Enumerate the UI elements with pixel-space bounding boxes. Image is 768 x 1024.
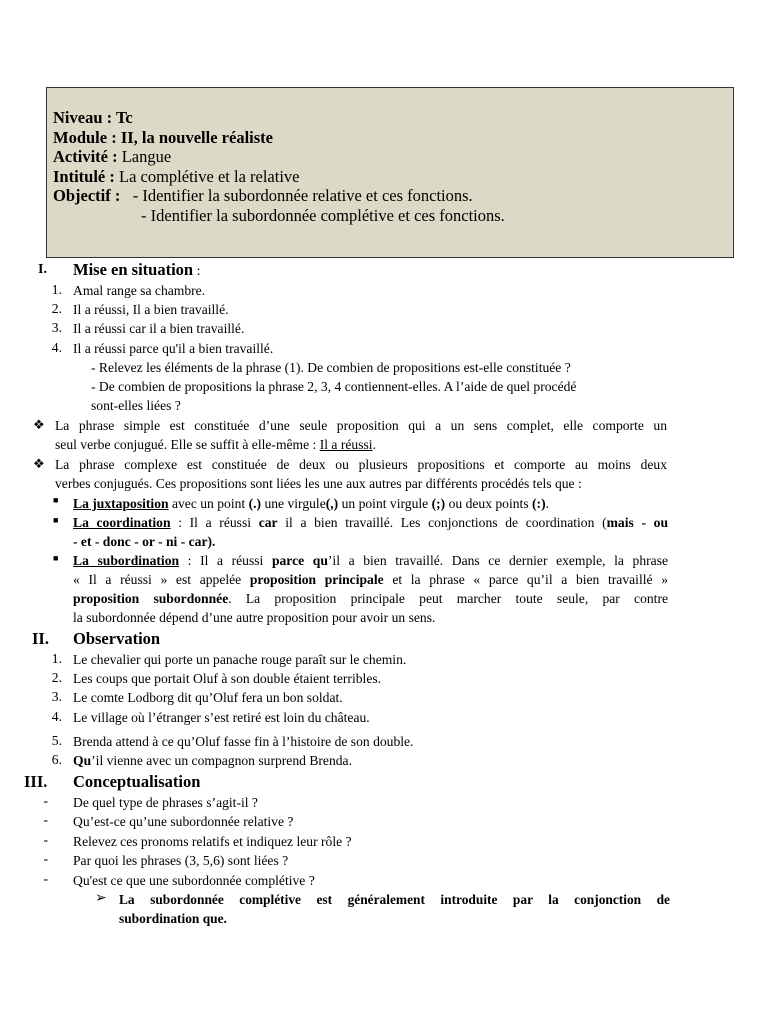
sub-parce: parce qu xyxy=(271,553,328,568)
list-item: Le chevalier qui porte un panache rouge paraît sur le chemin. xyxy=(73,652,407,667)
list-item xyxy=(73,751,352,770)
juxta-punct: (;) xyxy=(431,496,446,511)
objectif-label: Objectif : xyxy=(53,186,125,205)
list-number: 5. xyxy=(51,733,62,748)
section1-title: Mise en situation xyxy=(73,260,194,279)
coord-car: car xyxy=(258,515,278,530)
simple-example: Il a réussi xyxy=(319,437,373,452)
diamond-bullet-icon: ❖ xyxy=(33,417,45,432)
module-label: Module : II, la nouvelle réaliste xyxy=(53,127,273,147)
list-item: Le village où l’étranger s’est retiré est loin du château. xyxy=(73,710,370,725)
list-number: 1. xyxy=(51,282,62,297)
list-item: Le comte Lodborg dit qu’Oluf fera un bon soldat. xyxy=(73,690,343,705)
sub-subordonnee: proposition subordonnée xyxy=(73,591,229,606)
question-2: - De combien de propositions la phrase 2, 3, 4 contiennent-elles. A l’aide de quel procédé xyxy=(91,379,577,394)
s6-bold: Qu xyxy=(73,753,92,768)
subordination-line-2 xyxy=(73,570,668,589)
sub-principale: proposition principale xyxy=(249,572,384,587)
arrow-bullet-icon: ➢ xyxy=(95,891,107,906)
subordination-title: La subordination xyxy=(73,553,180,568)
list-item: Il a réussi car il a bien travaillé. xyxy=(73,321,245,336)
list-item: Les coups que portait Oluf à son double étaient terribles. xyxy=(73,671,382,686)
list-number: 1. xyxy=(51,651,62,666)
section3-number: III. xyxy=(24,772,48,791)
square-bullet-icon: ■ xyxy=(53,495,59,505)
square-bullet-icon: ■ xyxy=(53,515,59,525)
dash-bullet: - xyxy=(43,793,48,808)
sub-text: « Il a réussi » est appelée xyxy=(73,572,250,587)
question-item: Relevez ces pronoms relatifs et indiquez leur rôle ? xyxy=(73,834,352,849)
list-number: 6. xyxy=(51,752,62,767)
lesson-header xyxy=(46,87,734,258)
section3-title: Conceptualisation xyxy=(73,772,201,791)
list-number: 3. xyxy=(51,689,62,704)
list-number: 3. xyxy=(51,320,62,335)
activite-label: Activité : xyxy=(53,147,122,166)
intitule-value: La complétive et la relative xyxy=(119,166,300,186)
dash-bullet: - xyxy=(43,832,48,847)
question-item: Par quoi les phrases (3, 5,6) sont liées ? xyxy=(73,853,289,868)
question-item: De quel type de phrases s’agit-il ? xyxy=(73,795,258,810)
section2-title: Observation xyxy=(73,629,161,648)
juxtaposition-item xyxy=(73,494,549,513)
list-number: 2. xyxy=(51,301,62,316)
juxta-text: ou deux points xyxy=(445,496,533,511)
juxta-text: un point virgule xyxy=(338,496,432,511)
dash-bullet: - xyxy=(43,851,48,866)
coord-text: : Il a réussi xyxy=(170,515,259,530)
sub-text: . La proposition principale peut marcher toute seule, par contre xyxy=(228,591,669,606)
simple-sentence-line-2 xyxy=(55,435,376,454)
answer-line-1: La subordonnée complétive est généralement introduite par la conjonction de xyxy=(119,892,670,907)
square-bullet-icon: ■ xyxy=(53,553,59,563)
dash-bullet: - xyxy=(43,871,48,886)
sub-text: : Il a réussi xyxy=(179,553,272,568)
simple-period: . xyxy=(372,437,376,452)
activite-value: Langue xyxy=(121,147,172,166)
subordination-line-4: la subordonnée dépend d’une autre proposition pour avoir un sens. xyxy=(73,610,436,625)
subordination-line-1 xyxy=(73,551,668,570)
niveau-label: Niveau : Tc xyxy=(53,108,133,127)
juxta-punct: (:) xyxy=(532,496,546,511)
coord-text: il a bien travaillé. Les conjonctions de coordination ( xyxy=(277,515,607,530)
juxta-punct: (,) xyxy=(325,496,339,511)
juxta-punct: (.) xyxy=(248,496,262,511)
diamond-bullet-icon: ❖ xyxy=(33,456,45,471)
sub-text: et la phrase « parce qu’il a bien travaillé » xyxy=(383,572,668,587)
answer-line-2: subordination que. xyxy=(119,911,227,926)
list-item: Amal range sa chambre. xyxy=(73,283,206,298)
question-1: - Relevez les éléments de la phrase (1). De combien de propositions est-elle constituée ? xyxy=(91,360,571,375)
simple-sentence-line-1: La phrase simple est constituée d’une seule proposition qui a un sens complet, elle comporte un xyxy=(55,418,667,433)
coordination-title: La coordination xyxy=(73,515,171,530)
list-item: Il a réussi, Il a bien travaillé. xyxy=(73,302,229,317)
question-item: Qu’est-ce qu’une subordonnée relative ? xyxy=(73,814,294,829)
question-item: Qu'est ce que une subordonnée complétive ? xyxy=(73,873,315,888)
list-item: Il a réussi parce qu'il a bien travaillé. xyxy=(73,341,274,356)
section1-colon: : xyxy=(193,264,201,279)
list-number: 4. xyxy=(51,340,62,355)
coordination-item xyxy=(73,513,668,532)
s6-rest: ’il vienne avec un compagnon surprend Brenda. xyxy=(91,753,352,768)
juxta-text: une virgule xyxy=(261,496,326,511)
coordination-list-cont: - et - donc - or - ni - car). xyxy=(73,534,216,549)
objectif-1: - Identifier la subordonnée relative et ces fonctions. xyxy=(124,186,473,205)
subordination-line-3 xyxy=(73,589,668,608)
complex-sentence-line-1: La phrase complexe est constituée de deux ou plusieurs propositions et comporte au moins deux xyxy=(55,457,667,472)
list-number: 4. xyxy=(51,709,62,724)
section1-heading xyxy=(73,260,200,280)
dash-bullet: - xyxy=(43,812,48,827)
coord-list: mais - ou xyxy=(606,515,669,530)
objectif-2: - Identifier la subordonnée complétive et ces fonctions. xyxy=(141,205,505,225)
question-2-cont: sont-elles liées ? xyxy=(91,398,181,413)
list-number: 2. xyxy=(51,670,62,685)
section2-number: II. xyxy=(32,629,49,648)
intitule-label: Intitulé : xyxy=(53,166,119,186)
simple-text: seul verbe conjugué. Elle se suffit à elle-même : xyxy=(55,437,320,452)
juxta-text: . xyxy=(545,496,550,511)
complex-sentence-line-2: verbes conjugués. Ces propositions sont liées les une aux autres par différents procédés tels que : xyxy=(55,476,582,491)
juxtaposition-title: La juxtaposition xyxy=(73,496,169,511)
sub-text: ’il a bien travaillé. Dans ce dernier exemple, la phrase xyxy=(327,553,669,568)
section1-number: I. xyxy=(38,262,47,277)
list-item: Brenda attend à ce qu’Oluf fasse fin à l’histoire de son double. xyxy=(73,734,414,749)
juxta-text: avec un point xyxy=(168,496,249,511)
